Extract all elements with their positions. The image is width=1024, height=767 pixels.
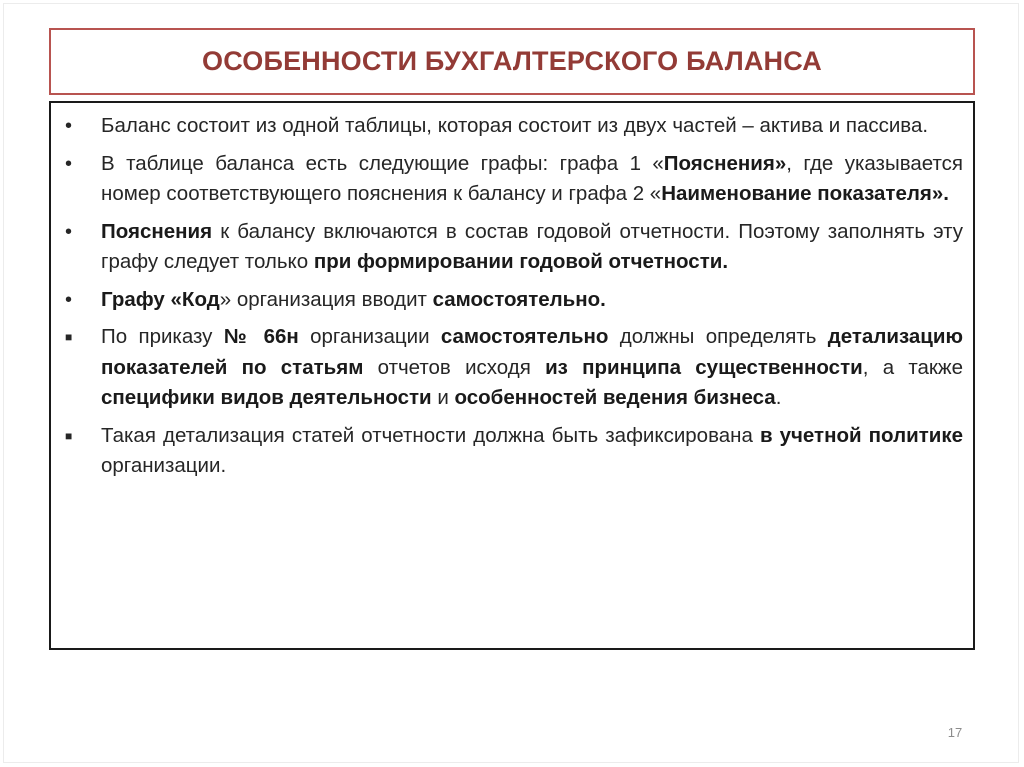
bold-text-run: № 66н [223,325,299,348]
text-run: организации. [101,454,227,477]
text-run: В таблице баланса есть следующие графы: графа 1 « [101,151,664,175]
bold-text-run: Наименование показателя». [661,182,949,205]
bullet-item [65,111,963,142]
square-bullet-icon: ■ [65,428,73,443]
bullet-item [65,421,963,482]
text-run: Баланс состоит из одной таблицы, которая состоит из двух частей – актива и пассива. [101,114,929,137]
text-run: , где указывается номер соответствующего пояснения к балансу и графа 2 « [101,151,963,205]
bold-text-run: самостоятельно [440,325,609,348]
dot-bullet-icon: • [65,220,73,243]
dot-bullet-icon: • [65,152,73,175]
text-run: . [775,386,782,409]
text-run: По приказу [101,325,224,348]
bold-text-run: Пояснения [101,219,213,243]
bold-text-run: в учетной политике [759,423,963,447]
bold-text-run: детализацию показателей по статьям [101,325,963,379]
page-number: 17 [947,725,963,740]
bold-text-run: при формировании годовой отчетности. [313,250,729,273]
bullet-item [65,322,963,414]
text-run: , а также [862,355,963,379]
bold-text-run: Графу «Код [101,287,220,311]
text-run: » организация вводит [219,287,433,311]
bullet-item [65,149,963,210]
text-run: должны определять [608,325,828,348]
bullet-item [65,285,963,316]
text-run: к балансу включаются в состав годовой отчетности. Поэтому заполнять эту графу следует только [101,219,963,273]
dot-bullet-icon: • [65,288,73,311]
title-box [49,28,975,95]
slide-title: ОСОБЕННОСТИ БУХГАЛТЕРСКОГО БАЛАНСА [202,46,822,76]
text-run: Такая детализация статей отчетности должна быть зафиксирована [101,423,760,447]
bullet-list [65,111,963,482]
text-run: организации [298,325,441,348]
bold-text-run: Пояснения» [663,151,787,175]
dot-bullet-icon: • [65,115,73,137]
square-bullet-icon: ■ [65,330,73,344]
bullet-item [65,217,963,278]
bold-text-run: особенностей ведения бизнеса [454,386,776,409]
bold-text-run: самостоятельно. [432,287,606,311]
bold-text-run: из принципа существенности [545,355,863,379]
content-box [49,101,975,650]
text-run: отчетов исходя [363,355,546,379]
text-run: и [431,386,455,409]
bold-text-run: специфики видов деятельности [101,386,432,409]
